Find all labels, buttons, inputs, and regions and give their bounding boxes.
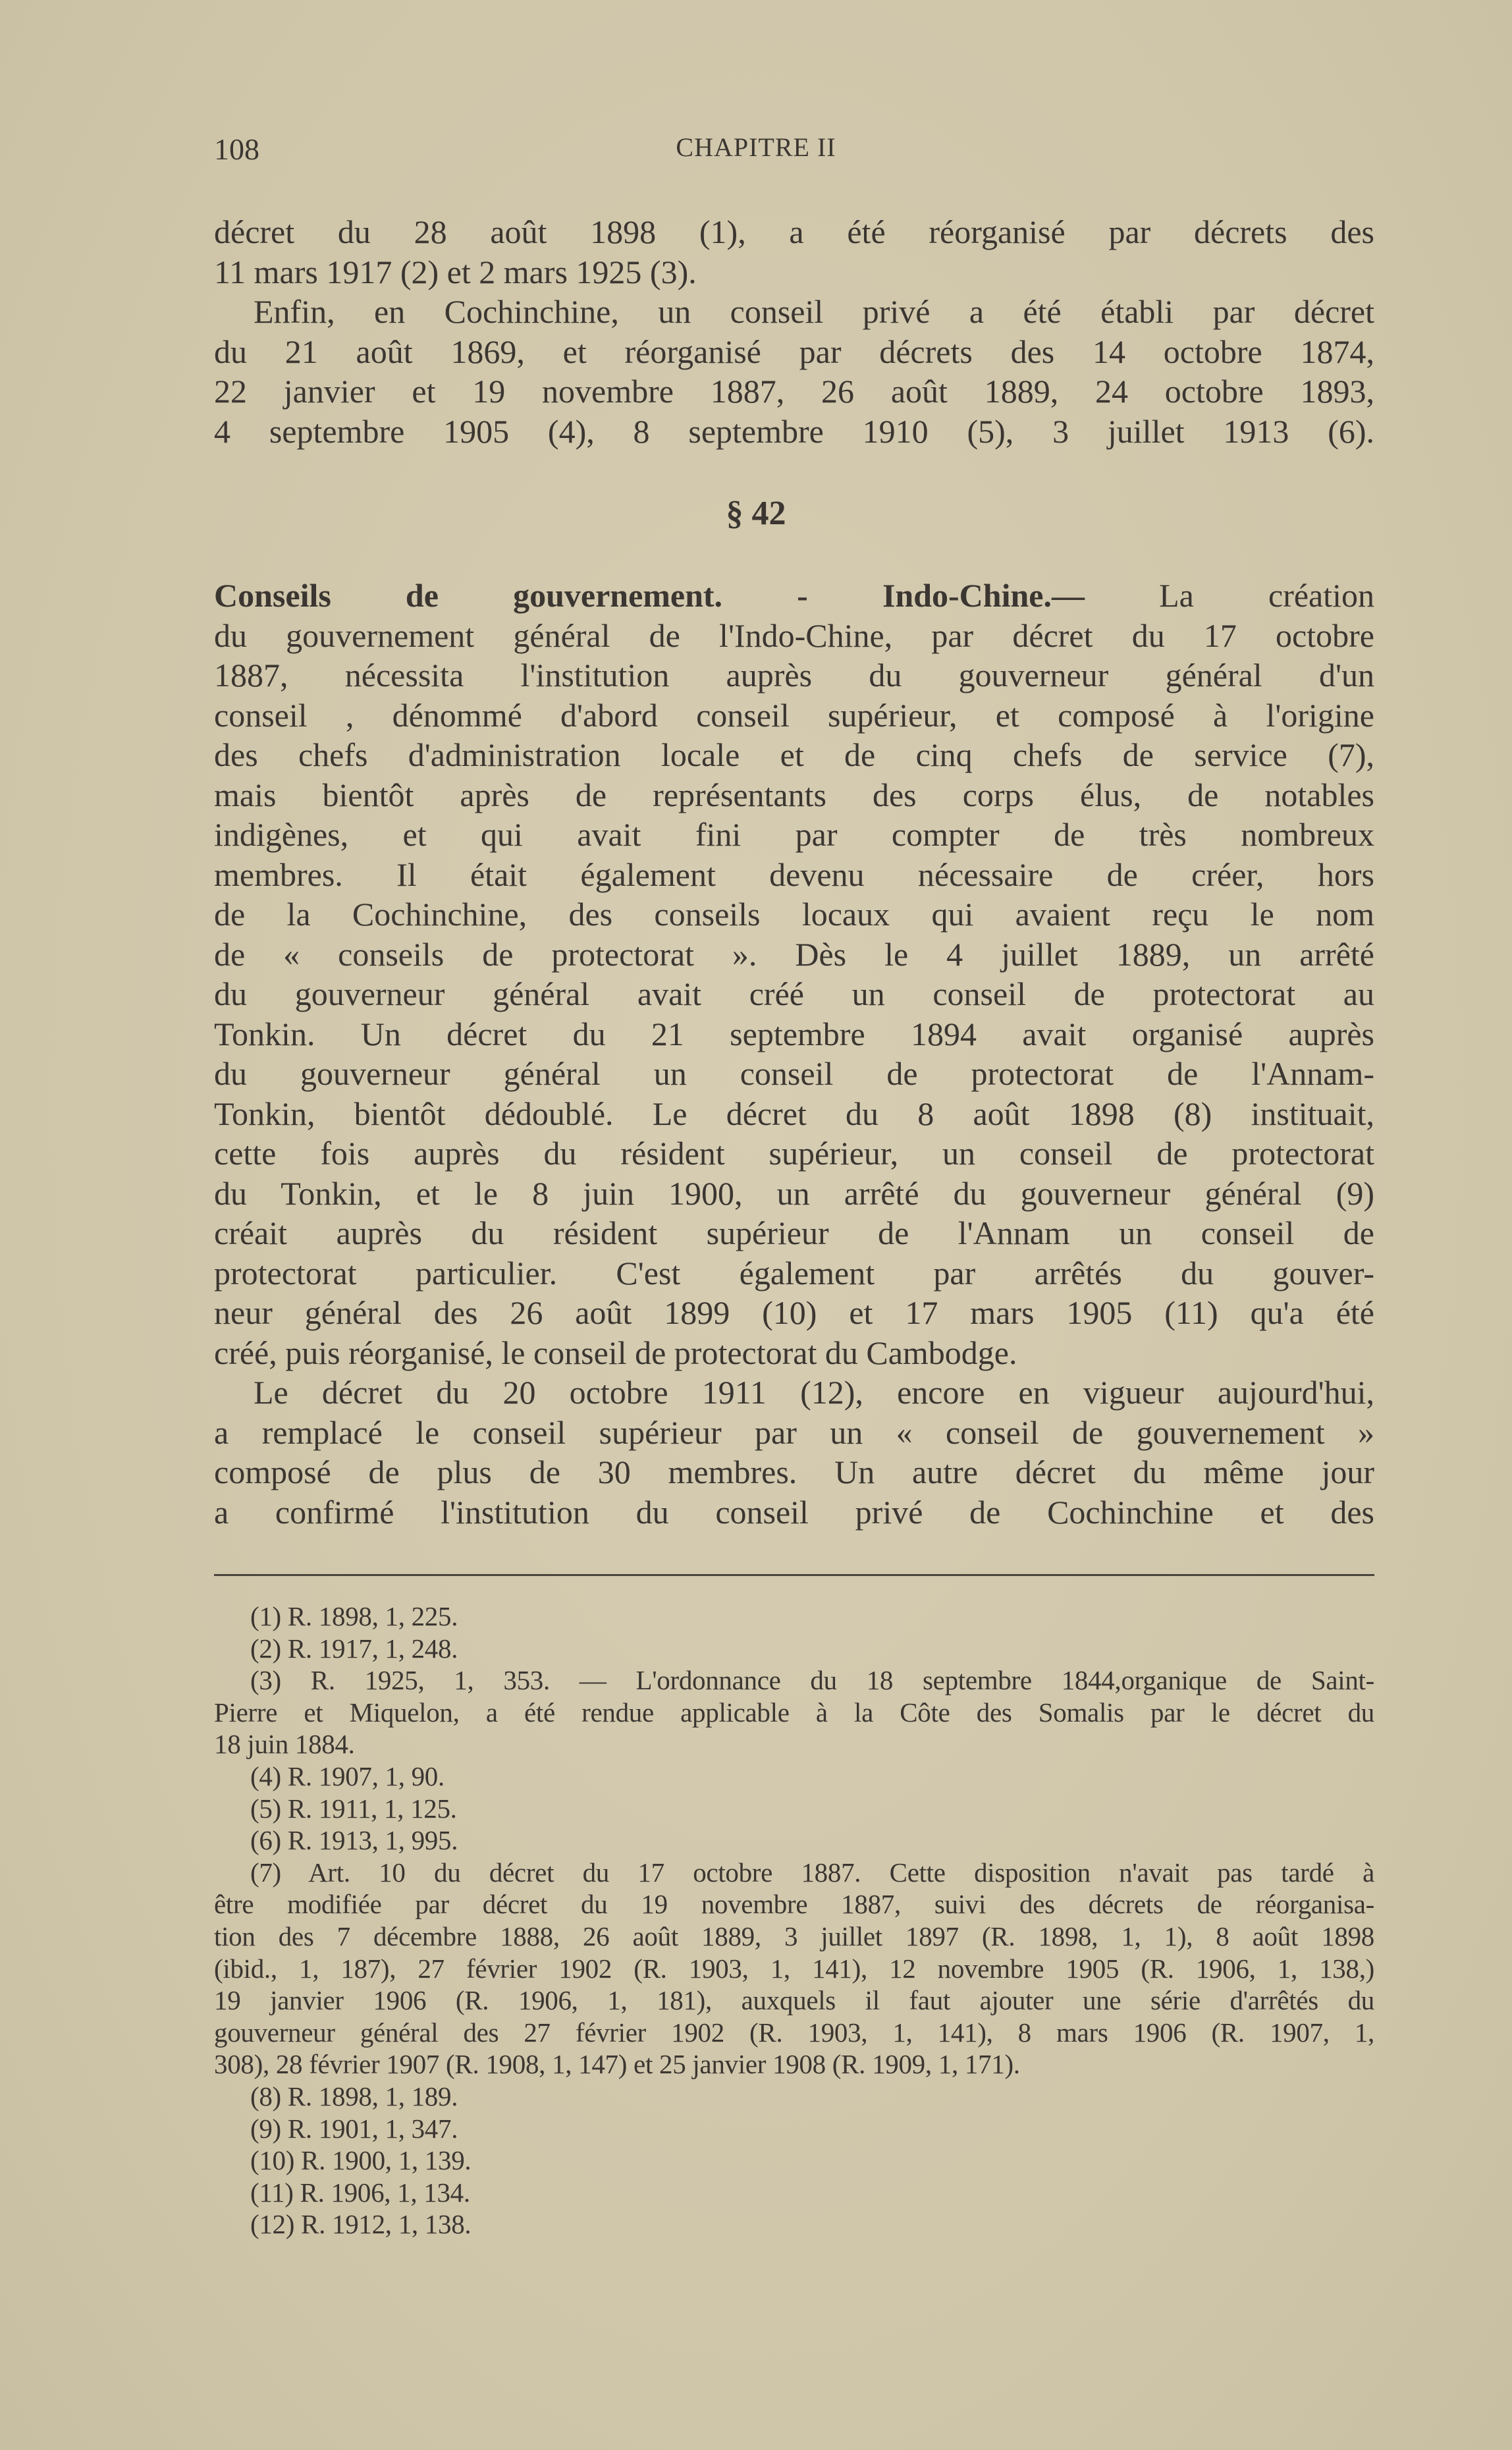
footnote-line: 308), 28 février 1907 (R. 1908, 1, 147) et 25 janvier 1908 (R. 1909, 1, 171). bbox=[214, 2049, 1020, 2080]
text-line: du gouvernement général de l'Indo-Chine, par décret du 17 octobre bbox=[214, 616, 1374, 654]
footnote-line: (12) R. 1912, 1, 138. bbox=[250, 2209, 472, 2240]
text-line: du Tonkin, et le 8 juin 1900, un arrêté du gouverneur général (9) bbox=[214, 1174, 1374, 1212]
running-header: CHAPITRE II bbox=[676, 132, 836, 162]
text-line: conseil , dénommé d'abord conseil supérieur, et composé à l'origine bbox=[214, 696, 1374, 734]
footnote-line: (7) Art. 10 du décret du 17 octobre 1887. Cette disposition n'avait pas tardé à bbox=[250, 1857, 1374, 1888]
text-line: Le décret du 20 octobre 1911 (12), encore en vigueur aujourd'hui, bbox=[254, 1374, 1374, 1411]
footnote-line: (6) R. 1913, 1, 995. bbox=[250, 1825, 458, 1856]
footnote-line: être modifiée par décret du 19 novembre 1887, suivi des décrets de réorganisa- bbox=[214, 1889, 1374, 1920]
footnote-line: 19 janvier 1906 (R. 1906, 1, 181), auxquels il faut ajouter une série d'arrêtés du bbox=[214, 1985, 1374, 2016]
text-line: décret du 28 août 1898 (1), a été réorganisé par décrets des bbox=[214, 213, 1374, 250]
text-line: a confirmé l'institution du conseil privé de Cochinchine et des bbox=[214, 1493, 1374, 1531]
text-line: membres. Il était également devenu nécessaire de créer, hors bbox=[214, 856, 1374, 893]
footnote-line: (9) R. 1901, 1, 347. bbox=[250, 2113, 458, 2144]
text-line: de la Cochinchine, des conseils locaux qui avaient reçu le nom bbox=[214, 896, 1374, 933]
text-line: créait auprès du résident supérieur de l'Annam un conseil de bbox=[214, 1214, 1374, 1251]
footnote-line: (2) R. 1917, 1, 248. bbox=[250, 1633, 458, 1664]
footnote-line: (4) R. 1907, 1, 90. bbox=[250, 1761, 445, 1791]
text-line: cette fois auprès du résident supérieur, un conseil de protectorat bbox=[214, 1135, 1374, 1172]
footnote-line: (5) R. 1911, 1, 125. bbox=[250, 1793, 457, 1824]
footnote-line: (11) R. 1906, 1, 134. bbox=[250, 2177, 470, 2208]
text-line: créé, puis réorganisé, le conseil de protectorat du Cambodge. bbox=[214, 1334, 1017, 1371]
text-line: neur général des 26 août 1899 (10) et 17 mars 1905 (11) qu'a été bbox=[214, 1294, 1374, 1331]
page-number: 108 bbox=[214, 132, 259, 166]
footnote-line: (1) R. 1898, 1, 225. bbox=[250, 1601, 458, 1631]
footnote-line: tion des 7 décembre 1888, 26 août 1889, 3 juillet 1897 (R. 1898, 1, 1), 8 août 1898 bbox=[214, 1921, 1374, 1951]
footnote-line: (ibid., 1, 187), 27 février 1902 (R. 1903, 1, 141), 12 novembre 1905 (R. 1906, 1, 138,) bbox=[214, 1953, 1374, 1984]
text-line: Tonkin. Un décret du 21 septembre 1894 avait organisé auprès bbox=[214, 1015, 1374, 1052]
footnote-line: (8) R. 1898, 1, 189. bbox=[250, 2081, 458, 2111]
text-line: du gouverneur général avait créé un conseil de protectorat au bbox=[214, 975, 1374, 1012]
section-heading-line bbox=[214, 576, 1374, 615]
text-line: 11 mars 1917 (2) et 2 mars 1925 (3). bbox=[214, 253, 697, 290]
text-line: composé de plus de 30 membres. Un autre décret du même jour bbox=[214, 1454, 1374, 1490]
footnote-line: (10) R. 1900, 1, 139. bbox=[250, 2145, 472, 2176]
footnote-divider bbox=[214, 1574, 1374, 1576]
text-line: a remplacé le conseil supérieur par un « conseil de gouvernement » bbox=[214, 1413, 1374, 1451]
footnote-line: 18 juin 1884. bbox=[214, 1729, 355, 1760]
text-line: du 21 août 1869, et réorganisé par décrets des 14 octobre 1874, bbox=[214, 333, 1374, 370]
text-line: 4 septembre 1905 (4), 8 septembre 1910 (5), 3 juillet 1913 (6). bbox=[214, 412, 1374, 450]
section-heading: Conseils de gouvernement. - Indo-Chine.— bbox=[214, 577, 1085, 614]
text-line: 22 janvier et 19 novembre 1887, 26 août 1889, 24 octobre 1893, bbox=[214, 373, 1374, 410]
text-line: 1887, nécessita l'institution auprès du gouverneur général d'un bbox=[214, 657, 1374, 694]
text-line: protectorat particulier. C'est également par arrêtés du gouver- bbox=[214, 1254, 1374, 1292]
text-line: Enfin, en Cochinchine, un conseil privé a été établi par décret bbox=[254, 293, 1374, 330]
text-line: du gouverneur général un conseil de protectorat de l'Annam- bbox=[214, 1055, 1374, 1092]
footnote-line: Pierre et Miquelon, a été rendue applicable à la Côte des Somalis par le décret du bbox=[214, 1697, 1374, 1728]
text-line: indigènes, et qui avait fini par compter de très nombreux bbox=[214, 816, 1374, 853]
footnote-line: (3) R. 1925, 1, 353. — L'ordonnance du 18 septembre 1844,organique de Saint- bbox=[250, 1665, 1374, 1696]
heading-continuation: La création bbox=[1159, 577, 1375, 614]
footnote-line: gouverneur général des 27 février 1902 (R. 1903, 1, 141), 8 mars 1906 (R. 1907, 1, bbox=[214, 2017, 1374, 2048]
section-number: § 42 bbox=[726, 495, 786, 532]
text-line: des chefs d'administration locale et de cinq chefs de service (7), bbox=[214, 736, 1374, 773]
text-line: Tonkin, bientôt dédoublé. Le décret du 8 août 1898 (8) instituait, bbox=[214, 1095, 1374, 1132]
text-line: mais bientôt après de représentants des corps élus, de notables bbox=[214, 776, 1374, 813]
text-line: de « conseils de protectorat ». Dès le 4 juillet 1889, un arrêté bbox=[214, 935, 1374, 973]
